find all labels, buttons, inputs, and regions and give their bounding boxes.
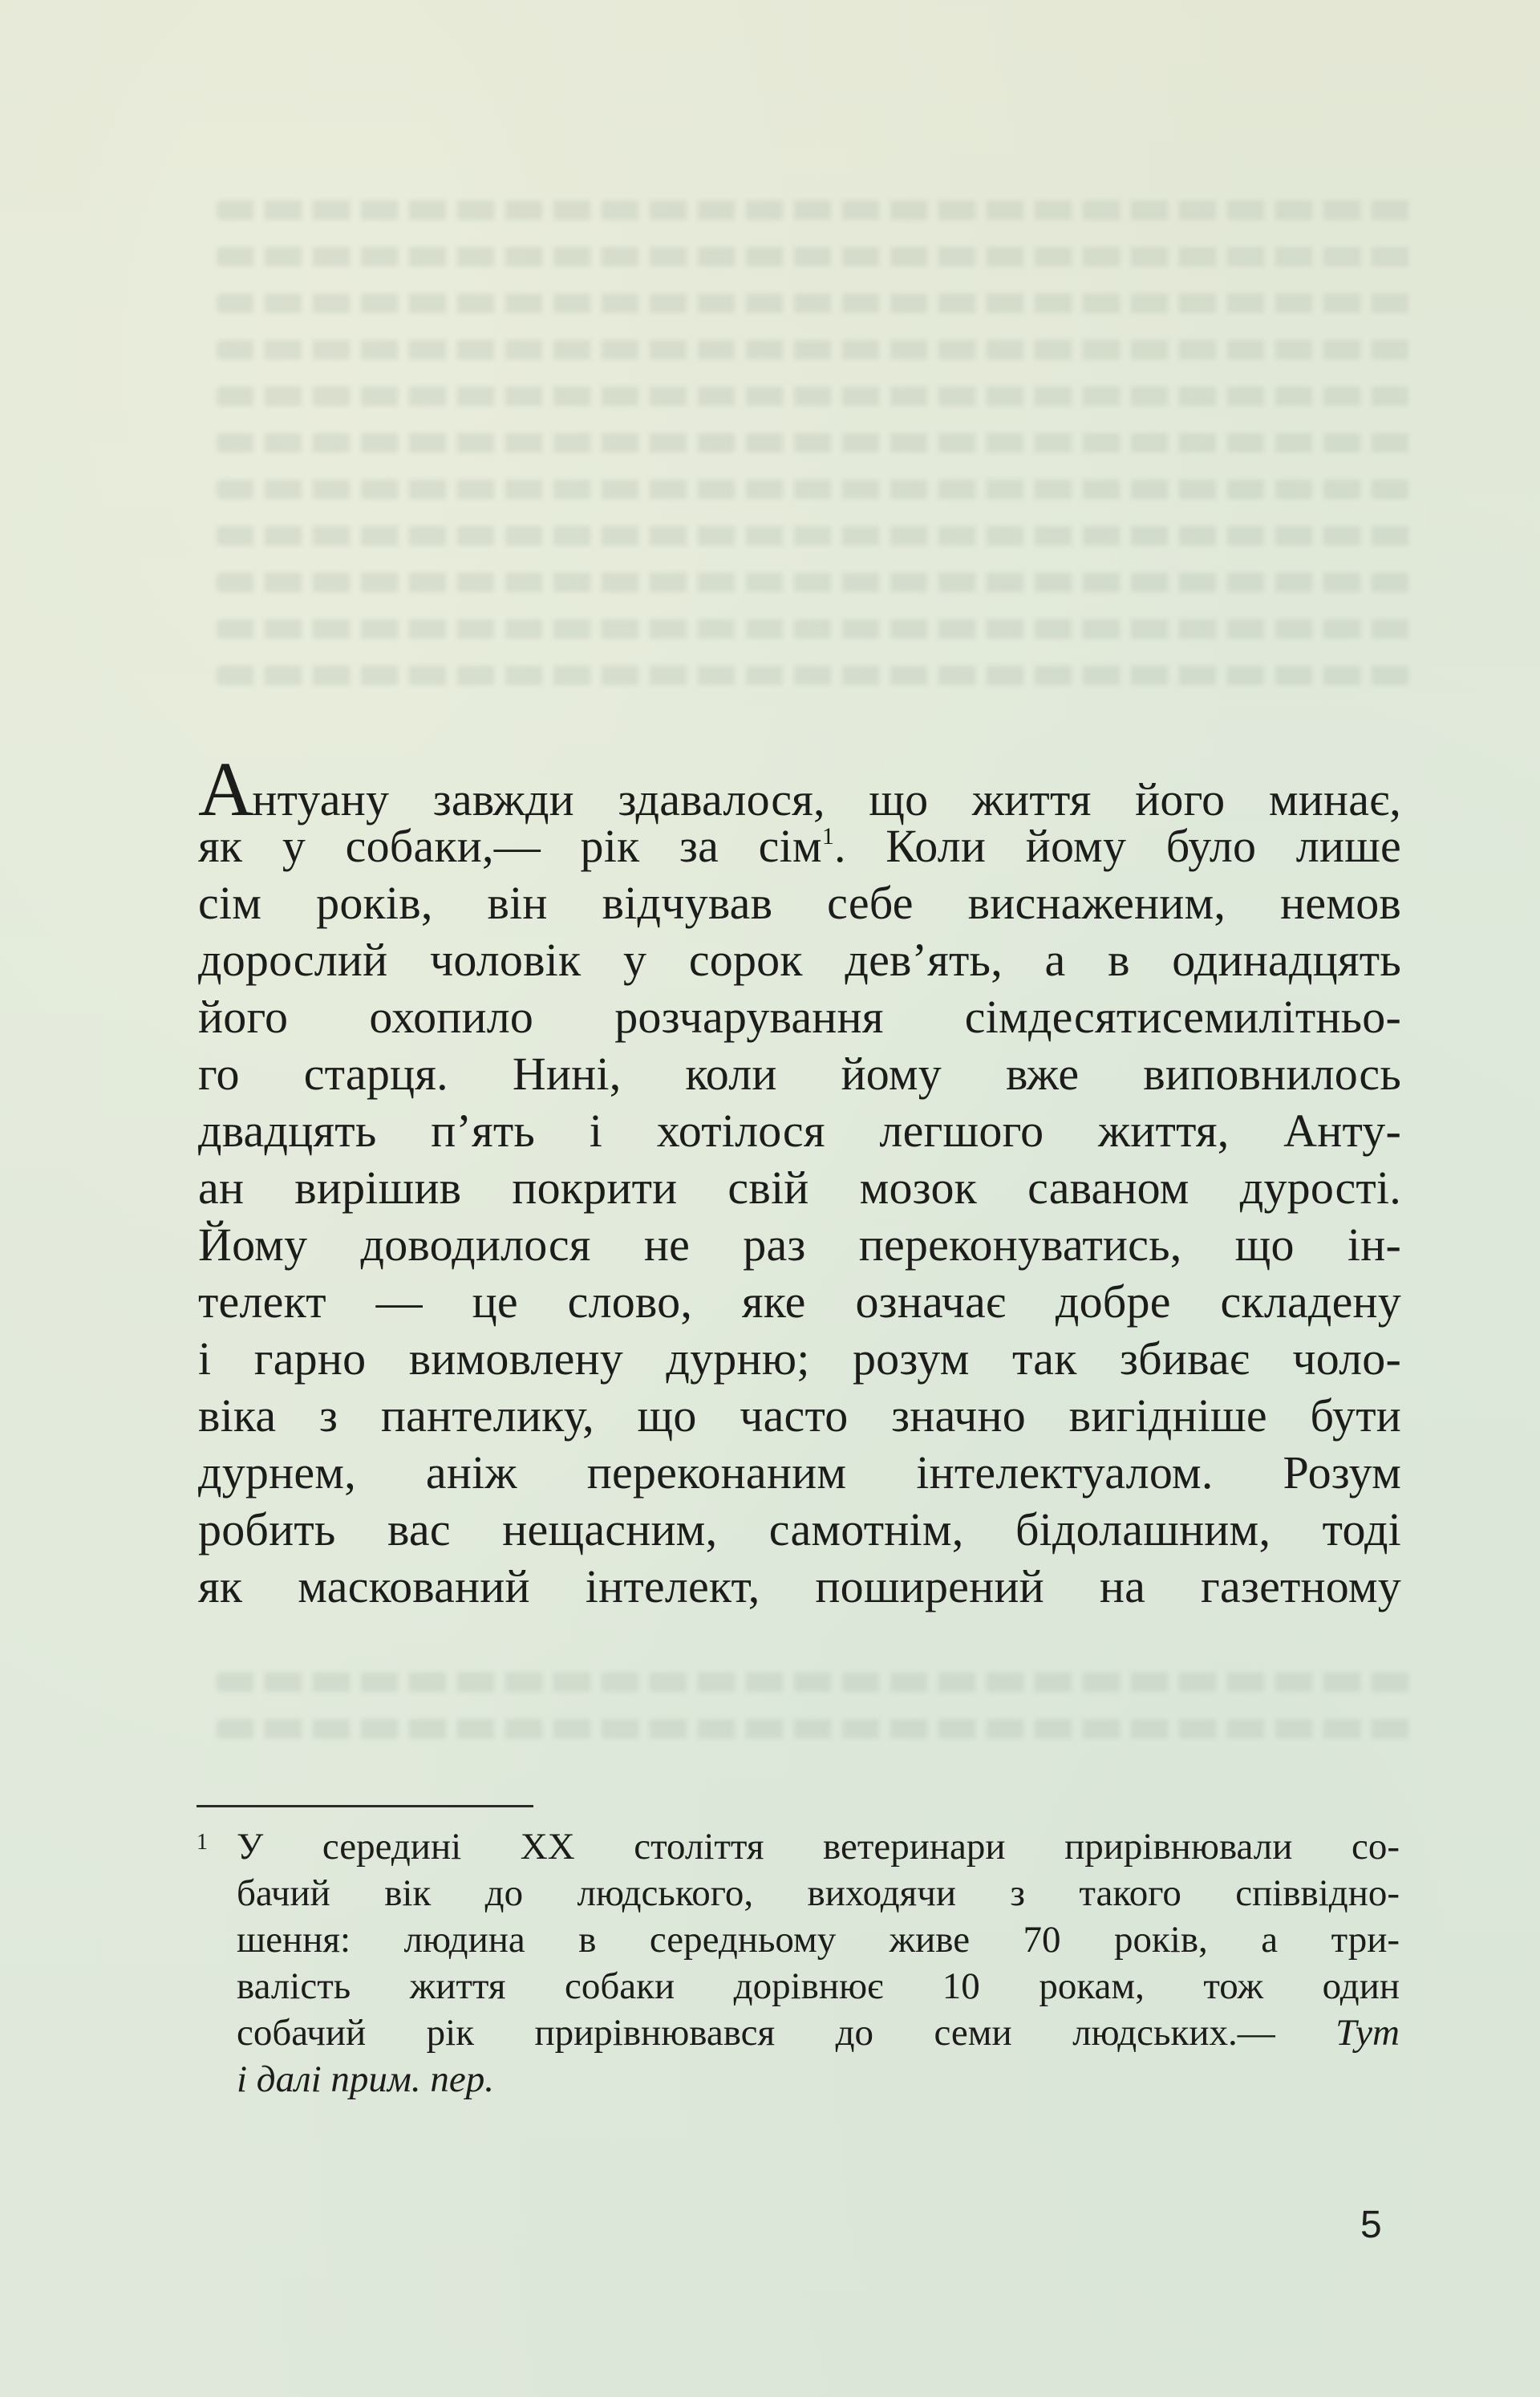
footnote-line-1: У середині XX століття ветеринари прирівнювали со- bbox=[237, 1826, 1400, 1868]
show-through-line bbox=[217, 1673, 1420, 1692]
drop-cap: А bbox=[198, 746, 253, 832]
show-through-line bbox=[217, 1719, 1420, 1738]
show-through-line bbox=[217, 526, 1420, 546]
footnote-line-5 bbox=[197, 2010, 1400, 2057]
line-text: як у собаки,— рік за сім bbox=[198, 820, 822, 872]
paragraph-line-11: і гарно вимовлену дурню; розум так збиває чоло- bbox=[198, 1332, 1401, 1385]
show-through-line bbox=[217, 247, 1420, 266]
footnote-line-3: шення: людина в середньому живе 70 років, а три- bbox=[237, 1919, 1400, 1961]
page-number: 5 bbox=[1360, 2204, 1382, 2246]
paragraph-line-6: го старця. Нині, коли йому вже виповнилось bbox=[198, 1048, 1401, 1100]
footnote-line-6: і далі прим. пер. bbox=[237, 2058, 494, 2100]
paragraph-line-8: ан вирішив покрити свій мозок саваном дурості. bbox=[198, 1162, 1401, 1214]
reverse-page-show-through-lower bbox=[217, 1673, 1420, 1753]
footnote bbox=[197, 1824, 1400, 2103]
show-through-line bbox=[217, 573, 1420, 592]
show-through-line bbox=[217, 433, 1420, 452]
paragraph-line-4: дорослий чоловік у сорок дев’ять, а в одинадцять bbox=[198, 934, 1401, 986]
paragraph-line-9: Йому доводилося не раз переконуватись, що ін- bbox=[198, 1219, 1401, 1271]
paragraph-line-3: сім років, він відчував себе виснаженим, немов bbox=[198, 877, 1401, 929]
footnote-reference[interactable]: 1 bbox=[821, 823, 835, 850]
show-through-line bbox=[217, 619, 1420, 639]
paragraph-line-5: його охопило розчарування сімдесятисемилітньо- bbox=[198, 991, 1401, 1043]
paragraph-line-7: двадцять п’ять і хотілося легшого життя, Анту- bbox=[198, 1105, 1401, 1157]
footnote-line-2: бачий вік до людського, виходячи з такого співвідно- bbox=[237, 1872, 1400, 1914]
paragraph-line-12: віка з пантелику, що часто значно вигідніше бути bbox=[198, 1389, 1401, 1442]
paragraph-line-13: дурнем, аніж переконаним інтелектуалом. Розум bbox=[198, 1446, 1401, 1499]
footnote-separator bbox=[197, 1805, 533, 1807]
footnote-line-4: валість життя собаки дорівнює 10 рокам, тож один bbox=[237, 1965, 1400, 2007]
main-paragraph bbox=[198, 746, 1401, 1615]
translator-note-start: Тут bbox=[1335, 2012, 1400, 2054]
show-through-line bbox=[217, 666, 1420, 685]
line-text: . Коли йому було лише bbox=[834, 820, 1401, 872]
show-through-line bbox=[217, 294, 1420, 313]
show-through-line bbox=[217, 480, 1420, 499]
paragraph-line-10: телект — це слово, яке означає добре складену bbox=[198, 1276, 1401, 1328]
footnote-marker: 1 bbox=[197, 1830, 208, 1855]
paragraph-line-15: як маскований інтелект, поширений на газетному bbox=[198, 1560, 1401, 1612]
paragraph-line-2 bbox=[198, 817, 1401, 874]
show-through-line bbox=[217, 387, 1420, 406]
reverse-page-show-through bbox=[217, 201, 1420, 714]
line-text: нтуану завжди здавалося, що життя його минає, bbox=[252, 773, 1401, 825]
line-text: собачий рік прирівнювався до семи людських.— bbox=[237, 2012, 1275, 2054]
show-through-line bbox=[217, 340, 1420, 359]
paragraph-line-14: робить вас нещасним, самотнім, бідолашним, тоді bbox=[198, 1503, 1401, 1555]
show-through-line bbox=[217, 201, 1420, 220]
paragraph-line-1 bbox=[198, 746, 1401, 832]
